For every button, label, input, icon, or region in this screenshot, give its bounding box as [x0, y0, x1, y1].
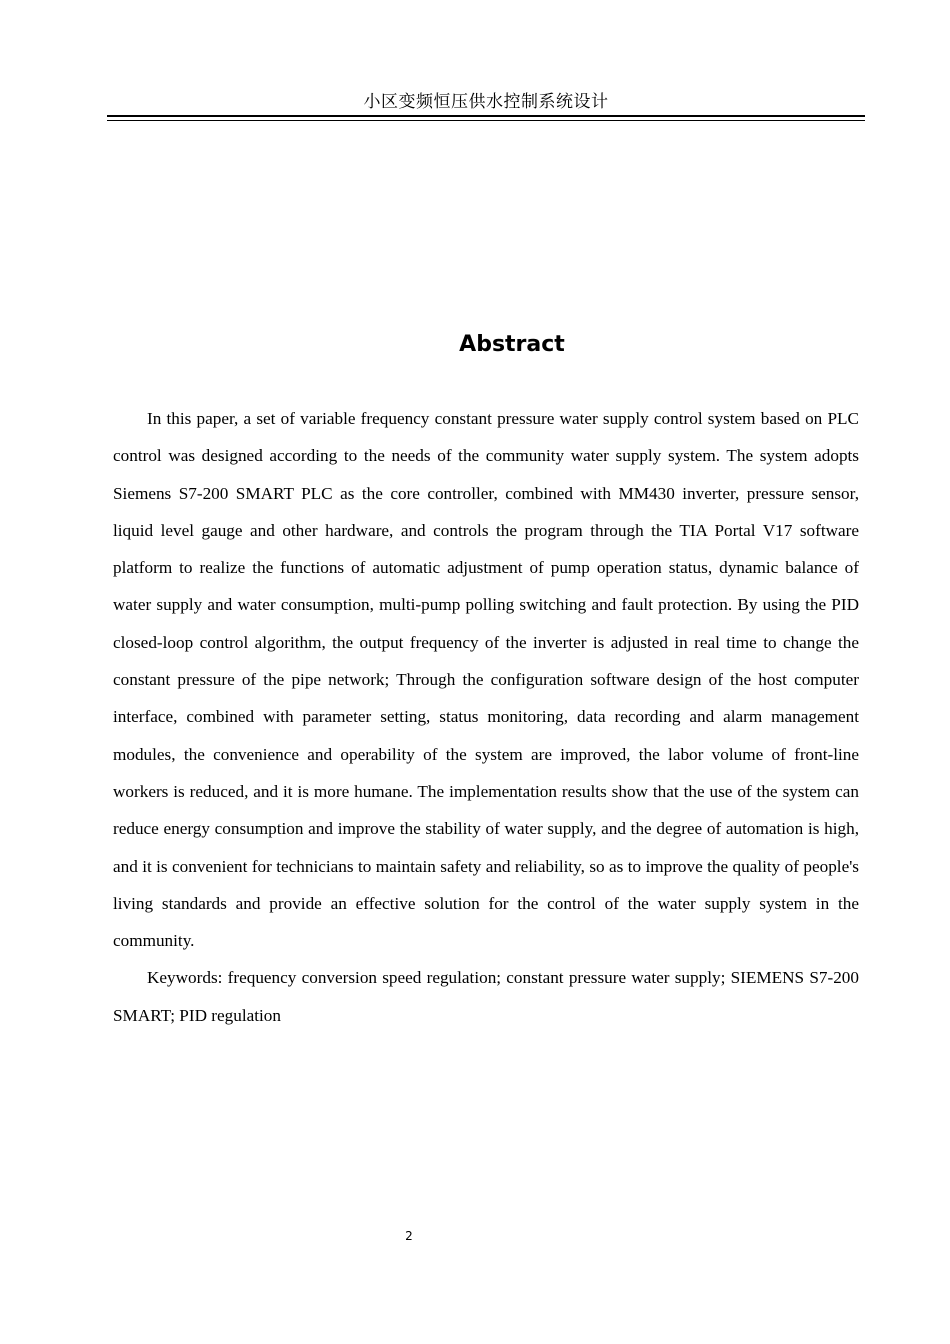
running-header: 小区变频恒压供水控制系统设计 — [363, 92, 609, 112]
keywords-paragraph: Keywords: frequency conversion speed regulation; constant pressure water supply; SIEMENS S7-200 SMART; PID regulation — [113, 968, 859, 1025]
page-number: 2 — [405, 1229, 413, 1243]
abstract-body — [113, 400, 859, 1034]
header-rule-thin — [107, 120, 865, 121]
header-rule-thick — [107, 115, 865, 117]
abstract-heading: Abstract — [459, 332, 565, 357]
abstract-paragraph: In this paper, a set of variable frequency constant pressure water supply control system based on PLC control was designed according to the needs of the community water supply system. The system adopts Siemens S7-200 SMART PLC as the core controller, combined with MM430 inverter, pressure sensor, liquid level gauge and other hardware, and controls the program through the TIA Portal V17 software platform to realize the functions of automatic adjustment of pump operation status, dynamic balance of water supply and water consumption, multi-pump polling switching and fault protection. By using the PID closed-loop control algorithm, the output frequency of the inverter is adjusted in real time to change the constant pressure of the pipe network; Through the configuration software design of the host computer interface, combined with parameter setting, status monitoring, data recording and alarm management modules, the convenience and operability of the system are improved, the labor volume of front-line workers is reduced, and it is more humane. The implementation results show that the use of the system can reduce energy consumption and improve the stability of water supply, and the degree of automation is high, and it is convenient for technicians to maintain safety and reliability, so as to improve the quality of people's living standards and provide an effective solution for the control of the water supply system in the community. — [113, 409, 859, 951]
